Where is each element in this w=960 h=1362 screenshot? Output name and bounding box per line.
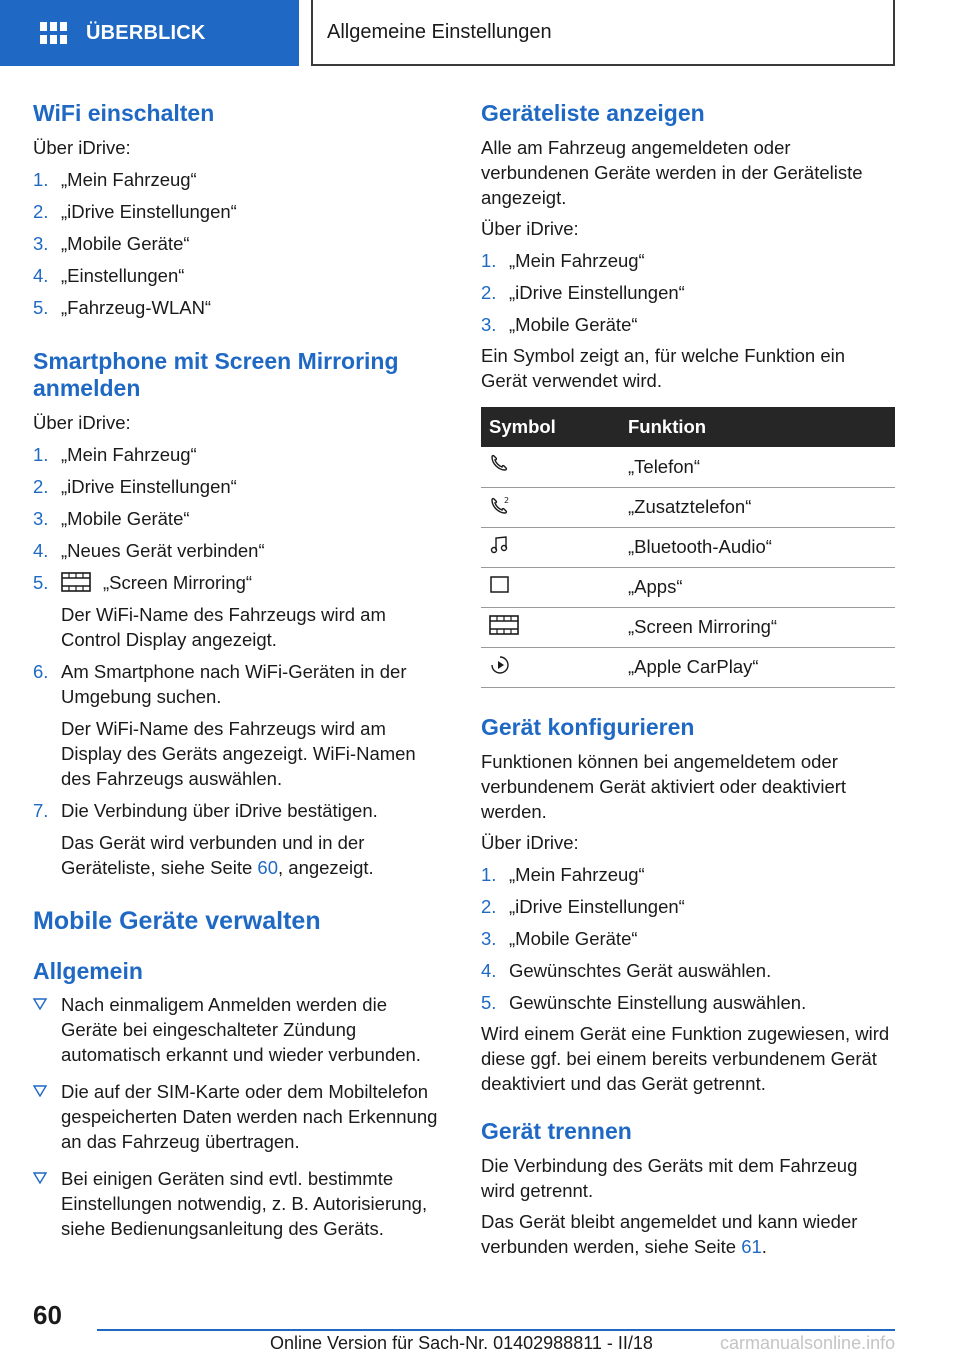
table-cell: „Telefon“: [620, 447, 895, 487]
config-intro: Funktionen können bei angemeldetem oder verbundenem Gerät aktiviert oder deaktiviert werden.: [481, 750, 847, 822]
list-item: 2. „iDrive Einstellungen“: [481, 895, 685, 917]
overview-tab[interactable]: [0, 0, 299, 66]
table-row: [481, 567, 895, 607]
list-item: 3. „Mobile Geräte“: [33, 233, 190, 254]
list-item: 3. „Mobile Geräte“: [33, 508, 190, 529]
mirror-steps: [33, 442, 448, 880]
phone-icon: [489, 454, 511, 474]
table-header-row: [481, 407, 895, 447]
apps-icon: [489, 575, 511, 595]
page-header: [0, 0, 960, 66]
list-item: 5. Gewünschte Einstellung auswählen.: [481, 991, 807, 1013]
general-bullets: [33, 992, 448, 1241]
list-item: Nach einmaligem Anmelden werden die Geräte bei eingeschalteter Zündung automatisch erkannt und wieder verbunden.: [33, 992, 448, 1067]
disconnect-note: Das Gerät bleibt angemeldet und kann wieder verbunden werden, siehe Seite 61.: [481, 1210, 858, 1257]
left-column: [33, 100, 448, 1241]
wifi-intro: Über iDrive:: [33, 137, 131, 158]
symbol-note: Ein Symbol zeigt an, für welche Funktion ein Gerät verwendet wird.: [481, 345, 846, 391]
list-item: 3. „Mobile Geräte“: [481, 314, 638, 335]
list-item: 4. Gewünschtes Gerät auswählen.: [481, 959, 772, 981]
right-column: [481, 100, 896, 1259]
triangle-bullet-icon: [33, 1172, 47, 1184]
table-cell: „Bluetooth-Audio“: [620, 527, 895, 567]
list-item: 1. „Mein Fahrzeug“: [33, 169, 197, 190]
wifi-steps: [33, 167, 448, 320]
grid-icon: [40, 22, 66, 44]
list-item: 5. „Screen Mirroring“ Der WiFi-Name des Fahrzeugs wird am Control Display angezeigt.: [33, 570, 448, 652]
list-item: 1. „Mein Fahrzeug“: [481, 863, 645, 885]
table-header: Funktion: [620, 407, 895, 447]
list-item: Bei einigen Geräten sind evtl. bestimmte Einstellungen notwendig, z. B. Autorisierung, siehe Bedienungsanleitung des Geräts.: [33, 1166, 448, 1241]
list-item: 1. „Mein Fahrzeug“: [33, 444, 197, 465]
svg-text:2: 2: [504, 495, 510, 505]
symbol-table: [481, 407, 895, 688]
table-row: [481, 447, 895, 487]
table-header: Symbol: [481, 407, 620, 447]
watermark: carmanualsonline.info: [720, 1333, 896, 1353]
step-note: Der WiFi-Name des Fahrzeugs wird am Display des Geräts angezeigt. WiFi-Namen des Fahrzeugs auswählen.: [61, 718, 416, 789]
manage-heading: Mobile Geräte verwalten: [33, 907, 321, 935]
device-list-steps: [481, 248, 896, 337]
mirror-heading: Smartphone mit Screen Mirroring anmelden: [33, 348, 399, 401]
list-item: 2. „iDrive Einstellungen“: [33, 476, 237, 497]
screen-mirroring-icon: [489, 615, 519, 635]
table-row: [481, 487, 895, 527]
page-number: 60: [33, 1300, 62, 1330]
table-row: [481, 607, 895, 647]
list-item: 1. „Mein Fahrzeug“: [481, 250, 645, 271]
list-item: 4. „Einstellungen“: [33, 265, 185, 286]
footer-divider: [97, 1329, 895, 1331]
general-heading: Allgemein: [33, 958, 143, 984]
table-row: [481, 647, 895, 687]
list-item: 2. „iDrive Einstellungen“: [33, 201, 237, 222]
page-link[interactable]: 61: [741, 1235, 762, 1257]
config-heading: Gerät konfigurieren: [481, 713, 695, 740]
list-item: 4. „Neues Gerät verbinden“: [33, 540, 265, 561]
table-cell: „Zusatztelefon“: [620, 487, 895, 527]
list-item: 7. Die Verbindung über iDrive bestätigen. Das Gerät wird verbunden und in der Geräteliste, siehe Seite 60, angezeigt.: [33, 798, 448, 880]
section-title: Allgemeine Einstellungen: [327, 20, 552, 43]
disconnect-text: Die Verbindung des Geräts mit dem Fahrzeug wird getrennt.: [481, 1154, 858, 1201]
wifi-heading: WiFi einschalten: [33, 100, 215, 126]
device-list-via: Über iDrive:: [481, 218, 579, 239]
triangle-bullet-icon: [33, 1085, 47, 1097]
config-via: Über iDrive:: [481, 831, 579, 853]
table-cell: „Apps“: [620, 567, 895, 607]
step-note: Der WiFi-Name des Fahrzeugs wird am Control Display angezeigt.: [61, 604, 386, 650]
device-list-intro: Alle am Fahrzeug angemeldeten oder verbundenen Geräte werden in der Geräteliste angezeigt.: [481, 137, 863, 208]
mirror-intro: Über iDrive:: [33, 412, 131, 433]
list-item: 6. Am Smartphone nach WiFi-Geräten in der Umgebung suchen. Der WiFi-Name des Fahrzeugs wird am Display des Geräts angezeigt. WiFi-Namen des Fahrzeugs auswählen.: [33, 659, 448, 791]
section-title-box: [311, 0, 895, 66]
overview-tab-label: ÜBERBLICK: [86, 21, 206, 44]
table-cell: „Apple CarPlay“: [620, 647, 895, 687]
screen-mirroring-icon: [61, 572, 91, 592]
music-note-icon: [489, 535, 511, 555]
triangle-bullet-icon: [33, 998, 47, 1010]
list-item: Die auf der SIM-Karte oder dem Mobiltelefon gespeicherten Daten werden nach Erkennung an das Fahrzeug übertragen.: [33, 1079, 448, 1154]
device-list-heading: Geräteliste anzeigen: [481, 100, 705, 126]
disconnect-heading: Gerät trennen: [481, 1117, 632, 1144]
carplay-icon: [489, 655, 511, 675]
step-note: Das Gerät wird verbunden und in der Geräteliste, siehe Seite 60, angezeigt.: [61, 832, 374, 878]
table-cell: „Screen Mirroring“: [620, 607, 895, 647]
page-link[interactable]: 60: [257, 857, 278, 878]
table-row: [481, 527, 895, 567]
config-note: Wird einem Gerät eine Funktion zugewiesen, wird diese ggf. bei einem bereits verbundenem Gerät deaktiviert und das Gerät getrennt.: [481, 1022, 890, 1094]
list-item: 2. „iDrive Einstellungen“: [481, 282, 685, 303]
footer-online-version: Online Version für Sach-Nr. 01402988811 - II/18: [270, 1333, 653, 1353]
list-item: 3. „Mobile Geräte“: [481, 927, 638, 949]
config-steps: [481, 862, 896, 1015]
list-item: 5. „Fahrzeug-WLAN“: [33, 297, 212, 318]
secondary-phone-icon: [489, 495, 511, 515]
